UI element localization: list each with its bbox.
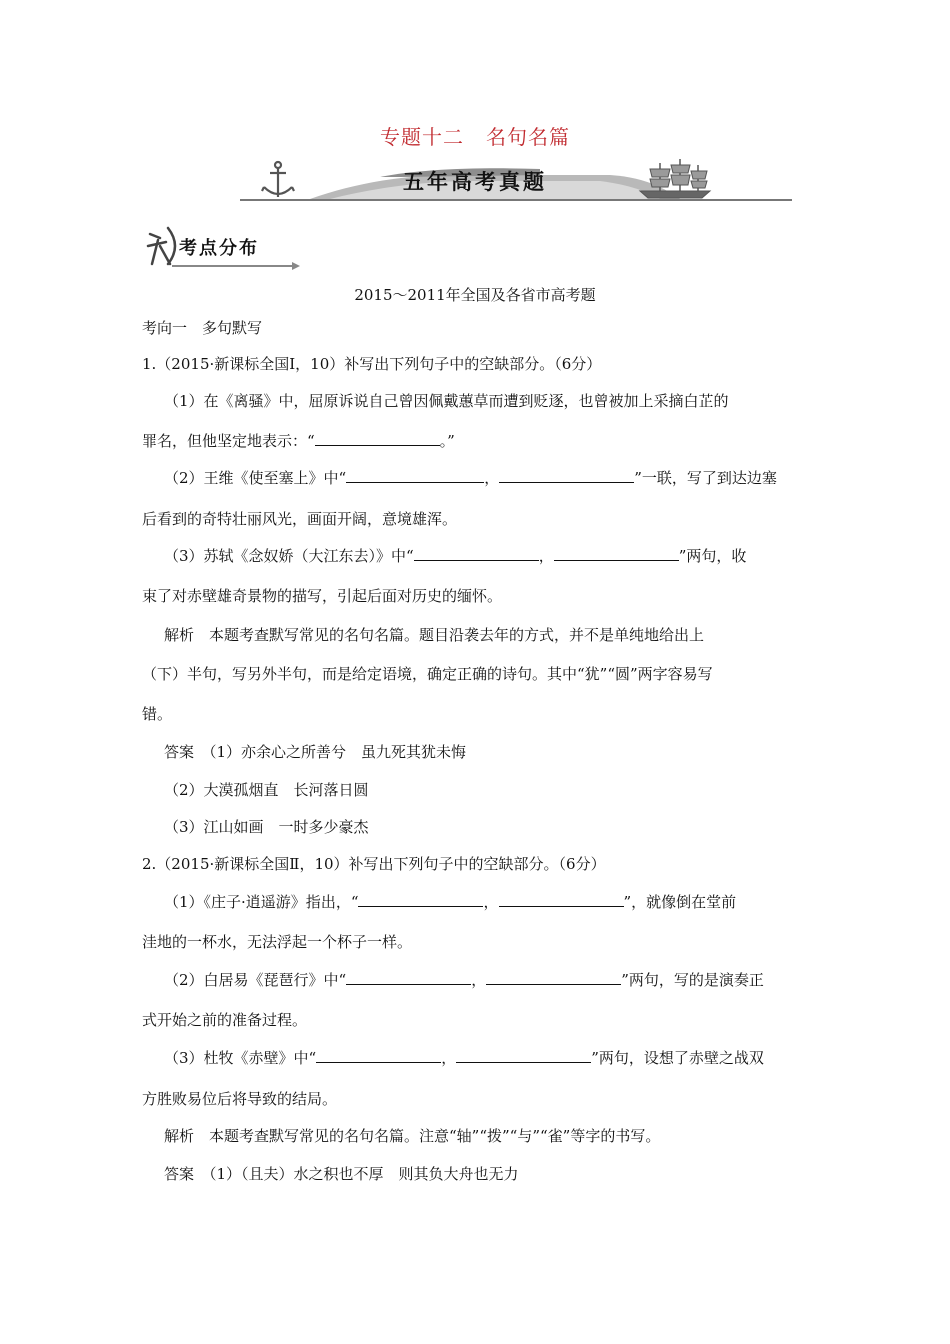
q2-answer-1: 答案 （1）（且夫）水之积也不厚 则其负大舟也无力 xyxy=(164,1165,519,1183)
q2-part2-suffix: ”两句，写的是演奏正 xyxy=(621,971,764,989)
question-2-stem: 2.（2015·新课标全国Ⅱ，10）补写出下列句子中的空缺部分。（6分） xyxy=(142,855,606,873)
q2-part3-line1 xyxy=(164,1047,812,1068)
title-part-topic: 专题十二 xyxy=(380,125,464,149)
exam-range-subtitle: 2015～2011年全国及各省市高考题 xyxy=(354,286,596,304)
q1-part3-line2: 束了对赤壁雄奇景物的描写，引起后面对历史的缅怀。 xyxy=(142,587,503,605)
q2-part2-line2: 式开始之前的准备过程。 xyxy=(142,1011,308,1029)
section-heading: 考点分布 xyxy=(179,238,259,259)
answer-blank[interactable] xyxy=(499,894,624,907)
answer-blank[interactable] xyxy=(499,470,634,483)
q2-part1-comma: ， xyxy=(483,893,499,911)
q1-part2-line1 xyxy=(164,467,812,488)
banner-title: 五年高考真题 xyxy=(403,170,547,194)
q1-answer-1: 答案 （1）亦余心之所善兮 虽九死其犹未悔 xyxy=(164,743,467,761)
q1-part3-line1 xyxy=(164,545,812,566)
q1-analysis-line2: （下）半句，写另外半句，而是给定语境，确定正确的诗句。其中“犹”“圆”两字容易写 xyxy=(142,665,713,683)
answer-blank[interactable] xyxy=(346,972,471,985)
q2-part2-line1 xyxy=(164,969,812,990)
q2-part1-line2: 洼地的一杯水，无法浮起一个杯子一样。 xyxy=(142,933,413,951)
q1-part3-suffix: ”两句，收 xyxy=(678,547,747,565)
direction-heading: 考向一 多句默写 xyxy=(142,319,263,337)
q1-part2-suffix: ”一联，写了到达边塞 xyxy=(634,469,777,487)
q1-part1-line2 xyxy=(142,430,812,451)
page-title xyxy=(0,121,950,150)
answer-blank[interactable] xyxy=(486,972,621,985)
q2-part1-suffix: ”，就像倒在堂前 xyxy=(623,893,737,911)
q2-part3-comma: ， xyxy=(441,1049,457,1067)
answer-blank[interactable] xyxy=(414,548,539,561)
archer-icon xyxy=(148,228,175,264)
q2-part1-line1 xyxy=(164,891,812,912)
q2-part2-comma: ， xyxy=(471,971,487,989)
answer-blank[interactable] xyxy=(315,433,440,446)
q1-answer-2: （2）大漠孤烟直 长河落日圆 xyxy=(164,781,369,799)
q1-answer-3: （3）江山如画 一时多少豪杰 xyxy=(164,818,369,836)
title-part-name: 名句名篇 xyxy=(486,125,570,149)
q1-part3-comma: ， xyxy=(538,547,554,565)
q1-part1-prefix: 罪名，但他坚定地表示：“ xyxy=(142,432,315,450)
q1-part1-suffix: 。” xyxy=(439,432,455,450)
question-1-stem: 1.（2015·新课标全国Ⅰ，10）补写出下列句子中的空缺部分。（6分） xyxy=(142,355,602,373)
q2-part3-suffix: ”两句，设想了赤壁之战双 xyxy=(591,1049,764,1067)
answer-blank[interactable] xyxy=(346,470,484,483)
answer-blank[interactable] xyxy=(554,548,679,561)
answer-blank[interactable] xyxy=(456,1050,591,1063)
q2-part1-prefix: （1）《庄子·逍遥游》指出，“ xyxy=(164,893,359,911)
q1-part3-prefix: （3）苏轼《念奴娇（大江东去）》中“ xyxy=(164,547,414,565)
q1-part2-line2: 后看到的奇特壮丽风光，画面开阔，意境雄浑。 xyxy=(142,510,458,528)
q1-part2-prefix: （2）王维《使至塞上》中“ xyxy=(164,469,347,487)
q1-part1-line1: （1）在《离骚》中，屈原诉说自己曾因佩戴蕙草而遭到贬逐，也曾被加上采摘白芷的 xyxy=(164,392,729,410)
q1-part2-comma: ， xyxy=(484,469,500,487)
q2-part3-line2: 方胜败易位后将导致的结局。 xyxy=(142,1090,338,1108)
q2-analysis: 解析 本题考查默写常见的名句名篇。注意“轴”“拨”“与”“雀”等字的书写。 xyxy=(164,1127,661,1145)
q1-analysis-line1: 解析 本题考查默写常见的名句名篇。题目沿袭去年的方式，并不是单纯地给出上 xyxy=(164,626,705,644)
q1-analysis-line3: 错。 xyxy=(142,705,173,723)
answer-blank[interactable] xyxy=(358,894,483,907)
answer-blank[interactable] xyxy=(316,1050,441,1063)
q2-part3-prefix: （3）杜牧《赤壁》中“ xyxy=(164,1049,317,1067)
q2-part2-prefix: （2）白居易《琵琶行》中“ xyxy=(164,971,347,989)
